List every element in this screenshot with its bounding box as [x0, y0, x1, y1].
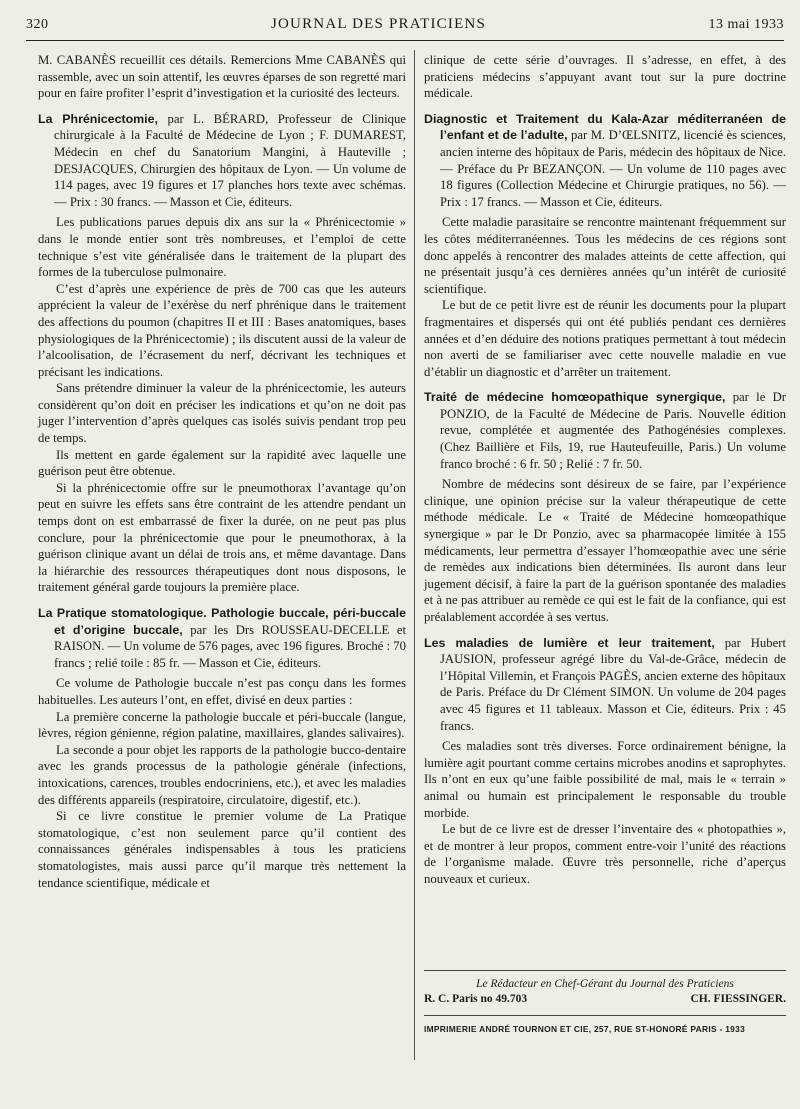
review-entry-homoeopathie: [424, 389, 786, 472]
review-paragraph: C’est d’après une expérience de près de 700 cas que les auteurs apprécient la valeur de l’exérèse du nerf phrénique dans le traitement des affections du poumon (chapitres II et III : Bases anatomiques, bases physiologiques de la Phrénicectomie) ; ils discutent aussi de la valeur de l’alcoolisation, de l’écrasement du nerf, décrivant les techniques et précisant les indications.: [38, 281, 406, 379]
review-entry-kala-azar: [424, 111, 786, 211]
column-divider: [414, 50, 415, 1060]
entry-title: Diagnostic et Traitement du Kala-Azar méditerranéen de l’enfant et de l’adulte,: [424, 111, 786, 143]
editor-line: Le Rédacteur en Chef-Gérant du Journal des Praticiens: [476, 978, 734, 990]
entry-details: par les Drs ROUSSEAU-DECELLE et RAISON. — Un volume de 576 pages, avec 196 figures. Broché : 70 francs ; relié toile : 85 fr. — Masson et Cie, éditeurs.: [54, 622, 406, 670]
header-rule: [26, 40, 784, 41]
review-entry-phrenicectomie: [38, 111, 406, 211]
footer-rule: [424, 970, 786, 971]
left-column: [38, 52, 406, 891]
entry-title: La Phrénicectomie,: [38, 111, 158, 126]
entry-details: par Hubert JAUSION, professeur agrégé libre du Val-de-Grâce, médecin de l’Hôpital Villemin, et François PAGÈS, ancien externe des hôpitaux de Paris. Préface du Dr Clément SIMON. Un volume de 204 pages avec 45 figures et 11 tableaux. Masson et Cie, éditeurs. Prix : 45 francs.: [440, 635, 786, 733]
review-paragraph: Si la phrénicectomie offre sur le pneumothorax l’avantage qu’on peut en suivre les effets sans être contraint de les attendre pendant un temps dont on est embarrassé de fixer la durée, on ne peut pas plus conclure, pour la phrénicectomie que pour le pneumothorax, à la guérison clinique avant un délai de trois ans, et même davantage. Dans la hiérarchie des ressources thérapeutiques dont nous disposons, le traitement général garde toujours la première place.: [38, 480, 406, 595]
editor-name: CH. FIESSINGER.: [690, 993, 786, 1005]
review-entry-stomatologique: [38, 605, 406, 671]
issue-date: 13 mai 1933: [708, 17, 784, 32]
continued-paragraph: clinique de cette série d’ouvrages. Il s’adresse, en effet, à des praticiens médecins s’appuyant avant tout sur la pure doctrine médicale.: [424, 53, 786, 101]
entry-details: par M. D’ŒLSNITZ, licencié ès sciences, ancien interne des hôpitaux de Paris, médecin des hôpitaux de Nice. — Préface du Pr BEZANÇON. — Un volume de 110 pages avec 18 figures (Collection Médecine et Chirurgie pratiques, no 56). — Prix : 17 francs. — Masson et Cie, éditeurs.: [440, 128, 786, 209]
page-number: 320: [26, 17, 49, 32]
review-paragraph: Si ce livre constitue le premier volume de La Pratique stomatologique, c’est non seulement parce qu’il contient des connaissances générales indispensables à tous les praticiens stomatologistes, mais aussi parce qu’il marque très nettement la tendance scientifique, médicale et: [38, 809, 406, 890]
intro-paragraph: M. CABANÈS recueillit ces détails. Remercions Mme CABANÈS qui rassemble, avec un soin attentif, les œuvres éparses de son regretté mari pour en faire profiter l’esprit d’investigation et la curiosité des lecteurs.: [38, 53, 406, 101]
rc-number: R. C. Paris no 49.703: [424, 993, 528, 1005]
entry-title: Les maladies de lumière et leur traitement,: [424, 635, 715, 650]
review-paragraph: Ces maladies sont très diverses. Force ordinairement bénigne, la lumière agit pourtant comme certains microbes anodins et saprophytes. Ils n’ont en eux qu’une faible possibilité de mal, mais le « terrain » animal ou humain est principalement le responsable du trouble morbide.: [424, 739, 786, 820]
page-header: [26, 16, 784, 38]
entry-title: La Pratique stomatologique. Pathologie buccale, péri-buccale et d’origine buccale,: [38, 606, 406, 637]
review-paragraph: Le but de ce petit livre est de réunir les documents pour la plupart fragmentaires et dispersés qui ont été publiés pendant ces dernières années et d’en déduire des notions pratiques permettant à tout médecin non averti de se familiariser avec cette nouvelle maladie en vue d’établir un diagnostic et d’arrêter un traitement.: [424, 298, 786, 379]
review-paragraph: Nombre de médecins sont désireux de se faire, par l’expérience clinique, une opinion précise sur la valeur thérapeutique de cette méthode médicale. Le « Traité de Médecine homœopathique synergique » par le Dr Ponzio, avec sa pharmacopée limitée à 155 médicaments, leur permettra d’essayer l’homœopathie avec une série de remèdes aux indications bien déterminées. Ils auront dans leur jugement décisif, à faire la part de la guérison spontanée des maladies et à ne pas attribuer au remède ce qui est le fait de la confiance, qui est préalablement accordée à ses vertus.: [424, 477, 786, 624]
review-paragraph: Les publications parues depuis dix ans sur la « Phrénicectomie » dans le monde entier sont très nombreuses, et l’emploi de cette technique s’est vite généralisée dans le traitement de la plupart des formes de la tuberculose pulmonaire.: [38, 215, 406, 280]
printer-imprint: IMPRIMERIE ANDRÉ TOURNON ET CIE, 257, RUE ST-HONORÉ PARIS - 1933: [424, 1015, 786, 1037]
entry-title: Traité de médecine homœopathique synergique,: [424, 390, 726, 405]
journal-title: JOURNAL DES PRATICIENS: [270, 16, 487, 32]
review-paragraph: Cette maladie parasitaire se rencontre maintenant fréquemment sur les côtes méditerranéennes. Tous les médecins de ces régions sont donc appelés à rencontrer des malades atteints de cette affection, qui ne présentait jusqu’à ces dernières années qu’un intérêt de curiosité scientifique.: [424, 215, 786, 296]
review-paragraph: Ce volume de Pathologie buccale n’est pas conçu dans les formes habituelles. Les auteurs l’ont, en effet, divisé en deux parties :: [38, 676, 406, 707]
entry-details: par L. BÉRARD, Professeur de Clinique chirurgicale à la Faculté de Médecine de Lyon ; F. DUMAREST, Médecin en chef du Sanatorium Mangini, à Hauteville ; DESJACQUES, Chirurgien des hôpitaux de Lyon. — Un volume de 114 pages, avec 19 figures et 17 planches hors texte avec schémas. — Prix : 30 francs. — Masson et Cie, éditeurs.: [54, 111, 406, 209]
review-entry-maladies-lumiere: [424, 635, 786, 735]
review-paragraph: Le but de ce livre est de dresser l’inventaire des « photopathies », et de montrer à leur propos, comment entre-voir l’unité des réactions de l’organisme malade. Œuvre très personnelle, riche d’aperçus nouveaux et curieux.: [424, 822, 786, 886]
review-paragraph: Sans prétendre diminuer la valeur de la phrénicectomie, les auteurs considèrent qu’on doit en préciser les indications et qu’on ne doit pas juger l’intervention d’après quelques cas isolés suivis pendant trop peu de temps.: [38, 381, 406, 446]
editor-footer: [424, 970, 786, 1037]
registration-line: [424, 992, 786, 1007]
right-column: [424, 52, 786, 888]
entry-details: par le Dr PONZIO, de la Faculté de Médecine de Paris. Nouvelle édition revue, complétée et augmentée des Pathogénésies complexes. (Chez Baillière et Fils, 19, rue Hauteufeuille, Paris.) Un volume franco broché : 6 fr. 50 ; Relié : 7 fr. 50.: [440, 390, 786, 471]
review-paragraph: La seconde a pour objet les rapports de la pathologie bucco-dentaire avec les grands processus de la pathologie générale (infections, intoxications, carences, troubles endocriniens, etc.), et avec les maladies des différents appareils (respiratoire, circulatoire, digestif, etc.).: [38, 742, 406, 807]
review-paragraph: Ils mettent en garde également sur la rapidité avec laquelle une guérison peut être obtenue.: [38, 447, 406, 479]
review-paragraph: La première concerne la pathologie buccale et péri-buccale (langue, lèvres, région génienne, région palatine, maxillaires, glandes salivaires).: [38, 709, 406, 741]
